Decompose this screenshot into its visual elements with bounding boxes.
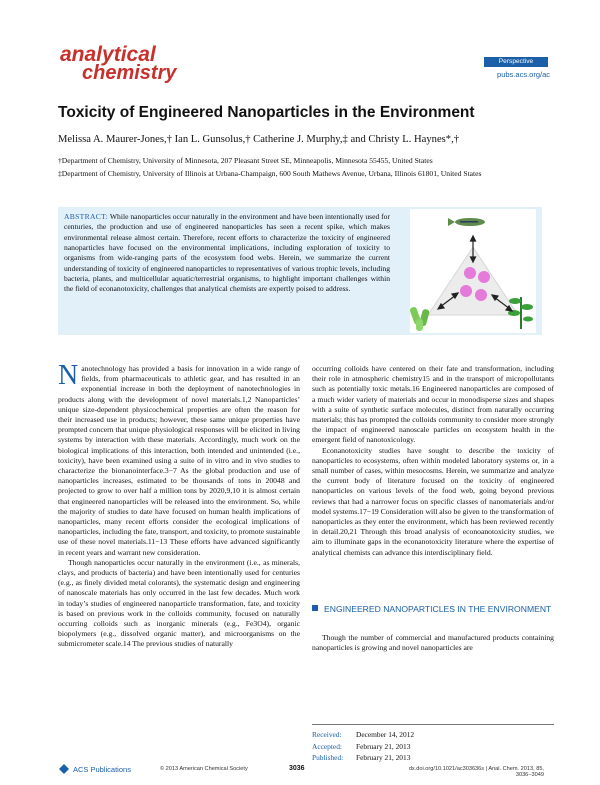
body-left-column <box>58 360 300 650</box>
paragraph-econanotoxicity: Econanotoxicity studies have sought to describe the toxicity of nanoparticles to ecosystems, often within modeled laboratory systems or, in a small number of cases, within mesocosms. Herein, we summarize and analyze the current body of literature focused on the toxicity of engineered nanoparticles on various levels of the food web, going beyond previous reviews that had a narrower focus on specific classes of nanomaterials and/or model systems.17−19 Consideration will also be given to the transformation of nanoparticles as they enter the environment, which has been reviewed recently in detail.20,21 Through this broad analysis of econoanotoxicity studies, we aim to illuminate gaps in the econanotoxicity literature where the expertise of analytical chemists can advance this interdisciplinary field. <box>312 445 554 557</box>
abstract-label: ABSTRACT: <box>64 212 109 221</box>
section-marker-icon <box>312 605 318 611</box>
section-heading <box>312 604 554 615</box>
abstract-text: While nanoparticles occur naturally in the environment and have been intentionally used for centuries, the production and use of engineered nanoparticles has seen a recent spike, which makes environmental release almost certain. Therefore, recent efforts to characterize the toxicity of engineered nanoparticles have focused on the environmental implications, including exploration of toxicity to organisms from wide-ranging parts of the ecosystem food webs. Herein, we summarize the current understanding of toxicity of engineered nanoparticles to representatives of various trophic levels, including bacteria, plants, and multicellular aquatic/terrestrial organisms, to highlight important challenges within the field of econanotoxicity, challenges that analytical chemists are expertly poised to address. <box>64 212 391 294</box>
published-date: February 21, 2013 <box>356 753 411 762</box>
affiliation-1: †Department of Chemistry, University of Minnesota, 207 Pleasant Street SE, Minneapolis, Minnesota 55455, United States <box>58 156 433 165</box>
paragraph-intro: anotechnology has provided a basis for innovation in a wide range of fields, from pharmaceuticals to athletic gear, and has resulted in an exponential increase in both the deployment of nanotechnologies in products along with the development of novel materials.1,2 Nanoparticles’ unique size-dependent physicochemical properties are often the reason for their increased use in products; however, these same unique properties have prompted concern that unique physiological responses will be elicited in living systems by interaction with these materials. Accordingly, much work on the biological implications of this interaction, both intended and unintended (i.e., toxicity), have been examined using a suite of in vitro and in vivo studies to characterize the bionanointerface.3−7 As the global production and use of nanoparticles increases, estimated to be thousands of tons in 20048 and projected to grow to over half a million tons by 2020,9,10 it is almost certain that engineered nanoparticles will be released into the environment. So, while the majority of studies to date have focused on human health implications of nanoparticles, many recent efforts consider the ecological implications of nanoparticles, including the fate, transport, and toxicity, to promote sustainable use of these novel materials.11−13 These efforts have advanced significantly in recent years and warrant new consideration. <box>58 364 300 557</box>
acs-publications-logo[interactable] <box>58 762 158 774</box>
section-badge: Perspective <box>484 57 548 67</box>
accepted-label: Accepted: <box>312 741 342 751</box>
page-number: 3036 <box>289 765 305 772</box>
article-title: Toxicity of Engineered Nanoparticles in the Environment <box>58 104 475 121</box>
section-paragraph <box>312 633 554 653</box>
drop-cap: N <box>58 360 79 391</box>
published-label: Published: <box>312 753 344 762</box>
logo-line1: analytical <box>60 44 156 66</box>
body-right-column <box>312 364 554 558</box>
logo-line2: chemistry <box>82 62 177 84</box>
journal-logo <box>58 44 228 88</box>
paragraph-colloids: occurring colloids have centered on their fate and transformation, including their role in atmospheric chemistry15 and in the transport of micropollutants such as potentially toxic metals.16 Engineered nanoparticles are composed of a much wider variety of materials and occur in monodisperse sizes and shapes with a suite of synthetic surface molecules, distinct from naturally occurring materials; this has prompted the colloids community to consider more strongly the impact of engineered nanoscale particles on ecosystem health in the emergent field of nanotoxicology. <box>312 364 554 445</box>
paragraph-commercial-products: Though the number of commercial and manufactured products containing nanoparticles is growing and novel nanoparticles are <box>312 633 554 653</box>
publisher-name: ACS Publications <box>73 765 131 774</box>
author-list: Melissa A. Maurer-Jones,† Ian L. Gunsolus,† Catherine J. Murphy,‡ and Christy L. Haynes*,† <box>58 134 460 145</box>
accepted-date: February 21, 2013 <box>356 741 411 751</box>
doi-citation[interactable]: dx.doi.org/10.1021/ac303636s | Anal. Chem. 2013, 85, 3036−3049 <box>408 766 544 778</box>
paragraph-natural-nanoparticles: Though nanoparticles occur naturally in the environment (i.e., as minerals, clays, and products of bacteria) and have been intentionally used for centuries (e.g., as finely divided metal colorants), the systematic design and engineering of nanoscale materials has only occurred in the last few decades. Much work in today’s studies of engineered nanoparticle transformation, fate, and toxicity is based on previous work in the colloids community, focused on naturally occurring colloids such as inorganic minerals (e.g., Fe3O4), organic biopolymers (e.g., dissolved organic matter), and microorganisms on the submicrometer scale.14 The previous studies of naturally <box>58 557 300 649</box>
affiliation-2: ‡Department of Chemistry, University of Illinois at Urbana-Champaign, 600 South Mathews Avenue, Urbana, Illinois 61801, United States <box>58 169 482 178</box>
copyright: © 2013 American Chemical Society <box>160 766 248 772</box>
journal-url[interactable]: pubs.acs.org/ac <box>497 70 550 79</box>
received-label: Received: <box>312 730 342 739</box>
section-heading-text: ENGINEERED NANOPARTICLES IN THE ENVIRONMENT <box>324 604 552 614</box>
article-dates <box>312 724 554 764</box>
toc-graphic <box>410 209 536 333</box>
abstract <box>64 212 390 295</box>
received-date: December 14, 2012 <box>356 730 415 739</box>
